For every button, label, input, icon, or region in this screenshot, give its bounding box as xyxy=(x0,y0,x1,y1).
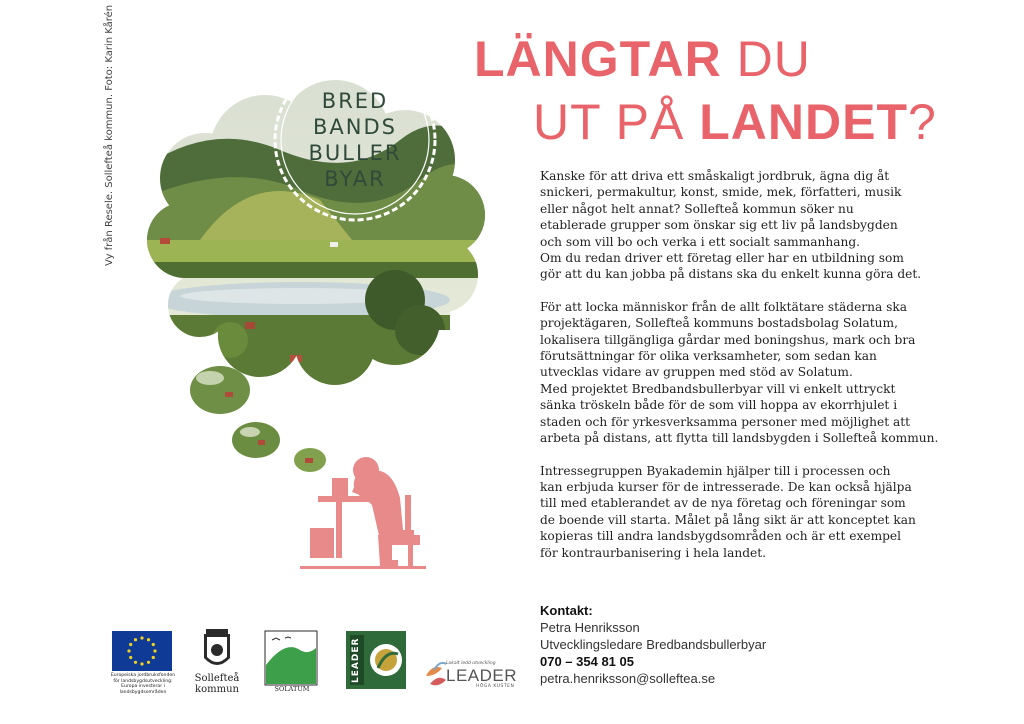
p2-line: förutsättningar för olika verksamheter, som sedan kan xyxy=(540,349,877,364)
eu-caption: Europeiska jordbruksfonden för landsbygdsutveckling: Europa investerar i landsbygdsområden xyxy=(110,673,176,695)
solleftea-caption-line-2: kommun xyxy=(195,684,239,695)
headline-word-landet: LANDET xyxy=(699,94,909,150)
paragraph-3 xyxy=(540,463,940,561)
p3-line: till med etablerandet av de nya företag och föreningar som xyxy=(540,496,906,511)
eu-star xyxy=(134,638,137,641)
leader-hoga-kusten-logo xyxy=(426,663,446,685)
leader-vertical-text: LEADER xyxy=(351,637,361,683)
p2-line: sänka tröskeln både för de som vill hoppa av ekorrhjulet i xyxy=(540,398,898,413)
eu-star xyxy=(153,649,156,652)
eu-star xyxy=(129,656,132,659)
photo-credit: Vy från Resele. Sollefteå kommun. Foto: Karin Kårén xyxy=(104,4,115,266)
eu-star xyxy=(152,656,155,659)
eu-star xyxy=(140,662,143,665)
solleftea-caption-line-1: Sollefteå xyxy=(194,673,240,684)
leader-sub-caption: HÖGA KUSTEN xyxy=(476,684,515,689)
p1-line: Kanske för att driva ett småskaligt jordbruk, ägna dig åt xyxy=(540,169,890,183)
p1-line: gör att du kan jobba på distans ska du enkelt kunna göra det. xyxy=(540,267,922,282)
solleftea-coat-of-arms xyxy=(204,629,230,665)
eu-star xyxy=(129,643,132,646)
p2-line: arbeta på distans, att flytta till landsbygden i Sollefteå kommun. xyxy=(540,431,939,446)
body-text xyxy=(540,168,940,577)
p3-line: för kontraurbanisering i hela landet. xyxy=(540,545,766,560)
p3-line: Intressegruppen Byakademin hjälper till i processen och xyxy=(540,463,891,478)
p2-line: staden och för yrkesverksamma personer med möjlighet att xyxy=(540,414,911,429)
solatum-logo xyxy=(265,631,317,685)
p2-line: Med projektet Bredbandsbullerbyar vill vi enkelt uttryckt xyxy=(540,381,896,396)
eu-star xyxy=(127,649,130,652)
solleftea-caption xyxy=(186,673,248,695)
headline-word-langtar: LÄNGTAR xyxy=(474,31,722,87)
contact-role: Utvecklingsledare Bredbandsbullerbyar xyxy=(540,637,767,652)
person-at-desk-silhouette xyxy=(300,457,426,569)
contact-email[interactable]: petra.henriksson@solleftea.se xyxy=(540,671,716,686)
eu-flag-logo xyxy=(112,631,172,671)
p2-line: lokalisera tillgängliga gårdar med boningshus, mark och bra xyxy=(540,332,916,347)
p2-line: För att locka människor från de allt folktätare städerna ska xyxy=(540,299,908,314)
p1-line: etablerade grupper som önskar sig ett liv på landsbygden xyxy=(540,218,898,233)
p3-line: de boende vill starta. Målet på lång sikt är att konceptet kan xyxy=(540,512,916,527)
leader-big-text: LEADER xyxy=(446,666,518,685)
p3-line: kopieras till andra landsbygdsområden och är ett exempel xyxy=(540,529,902,544)
p3-line: kan erbjuda kurser för de intresserade. De kan också hjälpa xyxy=(540,479,912,494)
contact-name: Petra Henriksson xyxy=(540,620,640,635)
solatum-caption: SOLATUM xyxy=(274,685,310,693)
thought-bubble-small xyxy=(294,448,326,472)
p2-line: utvecklas vidare av gruppen med stöd av Solatum. xyxy=(540,365,853,380)
badge-text xyxy=(300,88,410,192)
contact-block xyxy=(540,602,960,687)
eu-star xyxy=(147,661,150,664)
badge-line-bands: BANDS xyxy=(313,115,397,139)
thought-bubble-large xyxy=(190,366,250,414)
thought-bubble-medium xyxy=(232,422,280,458)
p1-line: eller något helt annat? Sollefteå kommun söker nu xyxy=(540,201,854,216)
contact-heading: Kontakt: xyxy=(540,603,593,618)
badge-line-buller: BULLER xyxy=(308,141,402,165)
eu-star xyxy=(134,661,137,664)
badge-line-bred: BRED xyxy=(321,89,389,113)
headline-question-mark: ? xyxy=(908,94,937,150)
contact-phone[interactable]: 070 – 354 81 05 xyxy=(540,654,634,669)
headline-word-ut-pa: UT PÅ xyxy=(533,94,685,150)
badge-line-byar: BYAR xyxy=(324,167,386,191)
paragraph-1 xyxy=(540,168,940,283)
p1-line: snickeri, permakultur, konst, smide, mek, författeri, musik xyxy=(540,185,902,200)
p1-line: Om du redan driver ett företag eller har en utbildning som xyxy=(540,251,904,266)
leader-small-caption: Lokalt ledd utveckling xyxy=(446,661,496,666)
p2-line: projektägaren, Sollefteå kommuns bostadsbolag Solatum, xyxy=(540,316,898,331)
paragraph-2 xyxy=(540,299,940,447)
eu-star xyxy=(152,643,155,646)
p1-line: och som vill bo och verka i ett socialt sammanhang. xyxy=(540,234,861,249)
eu-star xyxy=(140,636,143,639)
eu-star xyxy=(147,638,150,641)
headline-word-du: DU xyxy=(736,31,811,87)
